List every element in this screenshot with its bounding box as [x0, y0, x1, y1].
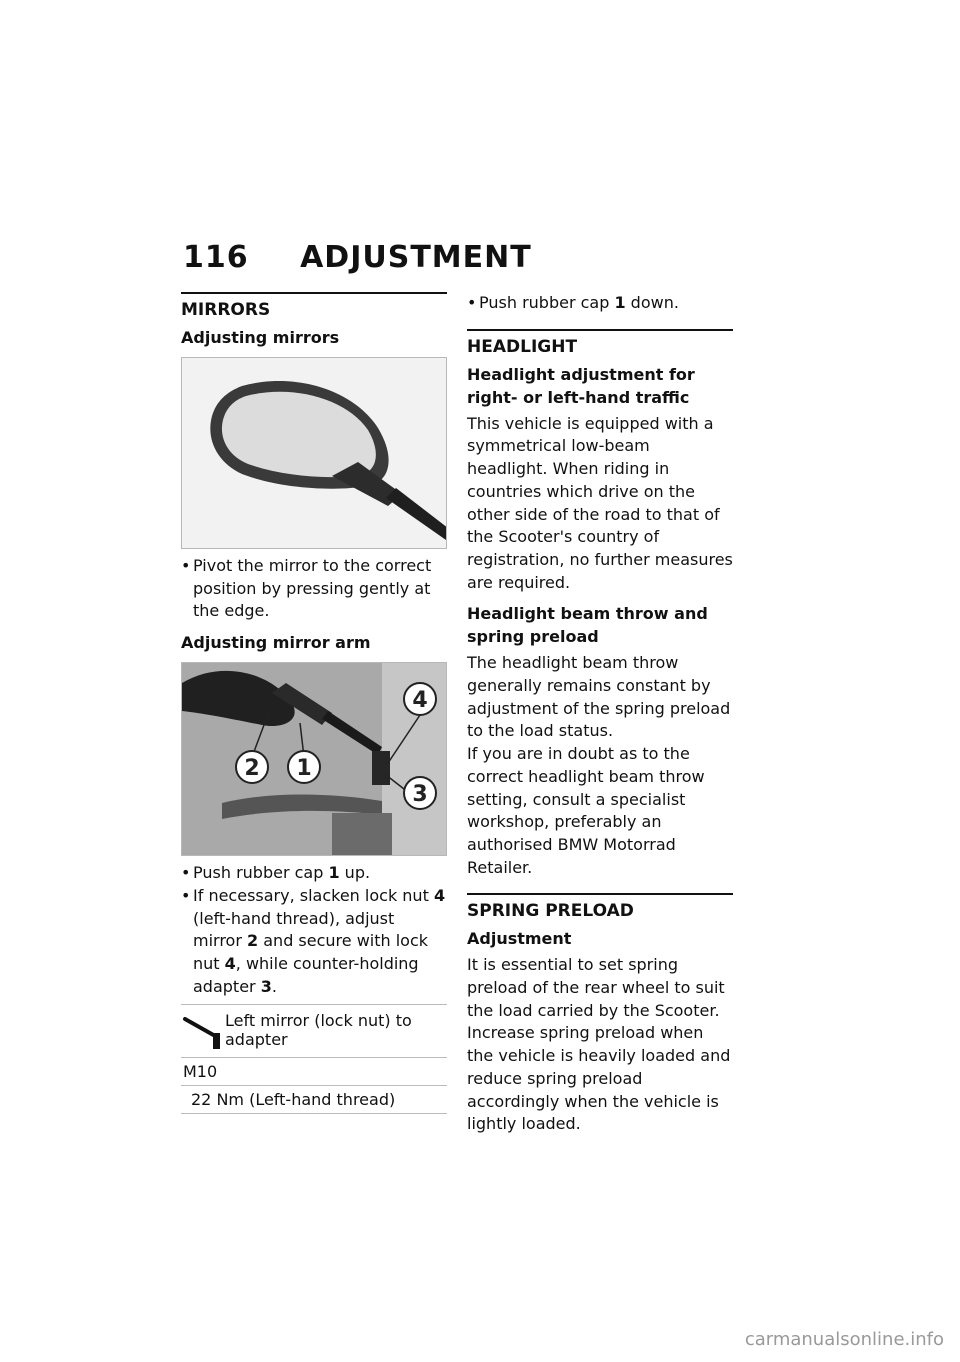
subheading-adjustment: Adjustment	[467, 929, 572, 949]
callout-label-3: 3	[412, 782, 428, 808]
right-column	[467, 292, 733, 1136]
mirror-arm-illustration	[181, 662, 447, 856]
subheading-beam-throw: Headlight beam throw and spring preload	[467, 604, 708, 647]
mirror-drawing	[182, 358, 447, 548]
subheading-adjusting-mirror-arm: Adjusting mirror arm	[181, 633, 371, 653]
torque-spec-table	[181, 1004, 447, 1114]
left-column	[181, 292, 447, 1114]
torque-spec-thread: M10	[181, 1058, 447, 1086]
torque-spec-label: Left mirror (lock nut) to adapter	[225, 1011, 412, 1050]
subheading-headlight-traffic: Headlight adjustment for right- or left-hand traffic	[467, 364, 695, 407]
subheading-adjusting-mirrors: Adjusting mirrors	[181, 328, 340, 347]
torque-wrench-icon	[181, 1011, 225, 1051]
page-header	[183, 240, 532, 275]
mirror-illustration	[181, 357, 447, 549]
mirror-bullet-list	[181, 555, 447, 623]
paragraph-headlight-traffic: This vehicle is equipped with a symmetrical low-beam headlight. When riding in countries which drive on the other side of the road to that of the Scooter's country of registration, no further measures are required.	[467, 413, 733, 592]
paragraph-beam-throw-doubt: If you are in doubt as to the correct headlight beam throw setting, consult a specialist workshop, preferably an authorised BMW Motorrad Retailer.	[467, 744, 705, 877]
bullet-cap-up: • Push rubber cap 1 up.	[181, 863, 371, 883]
callout-label-4: 4	[412, 688, 428, 714]
bullet-cap-down: • Push rubber cap 1 down.	[467, 293, 679, 312]
bullet-lock-nut: • If necessary, slacken lock nut 4 (left-hand thread), adjust mirror 2 and secure with lock nut 4, while counter-holding adapter 3.	[181, 885, 446, 996]
mirror-arm-drawing	[182, 663, 447, 855]
callout-label-2: 2	[244, 756, 260, 782]
bullet-pivot-mirror: • Pivot the mirror to the correct position by pressing gently at the edge.	[181, 556, 432, 621]
chapter-title: ADJUSTMENT	[300, 240, 532, 275]
page-number: 116	[183, 240, 249, 275]
paragraph-spring-preload: It is essential to set spring preload of the rear wheel to suit the load carried by the Scooter. Increase spring preload when the vehicle is heavily loaded and reduce spring preload accordingly when the vehicle is lightly loaded.	[467, 955, 731, 1134]
torque-spec-label-row	[181, 1005, 447, 1058]
section-title-headlight: HEADLIGHT	[467, 329, 733, 357]
paragraph-beam-throw: The headlight beam throw generally remains constant by adjustment of the spring preload to the load status.	[467, 653, 731, 741]
mirror-arm-bullet-list	[181, 862, 447, 998]
section-title-spring-preload: SPRING PRELOAD	[467, 893, 733, 921]
callout-label-1: 1	[296, 756, 312, 782]
section-title-mirrors: MIRRORS	[181, 292, 447, 320]
watermark-text: carmanualsonline.info	[744, 1329, 944, 1350]
torque-spec-value: 22 Nm (Left-hand thread)	[181, 1086, 447, 1114]
cap-down-bullet-list	[467, 292, 733, 315]
